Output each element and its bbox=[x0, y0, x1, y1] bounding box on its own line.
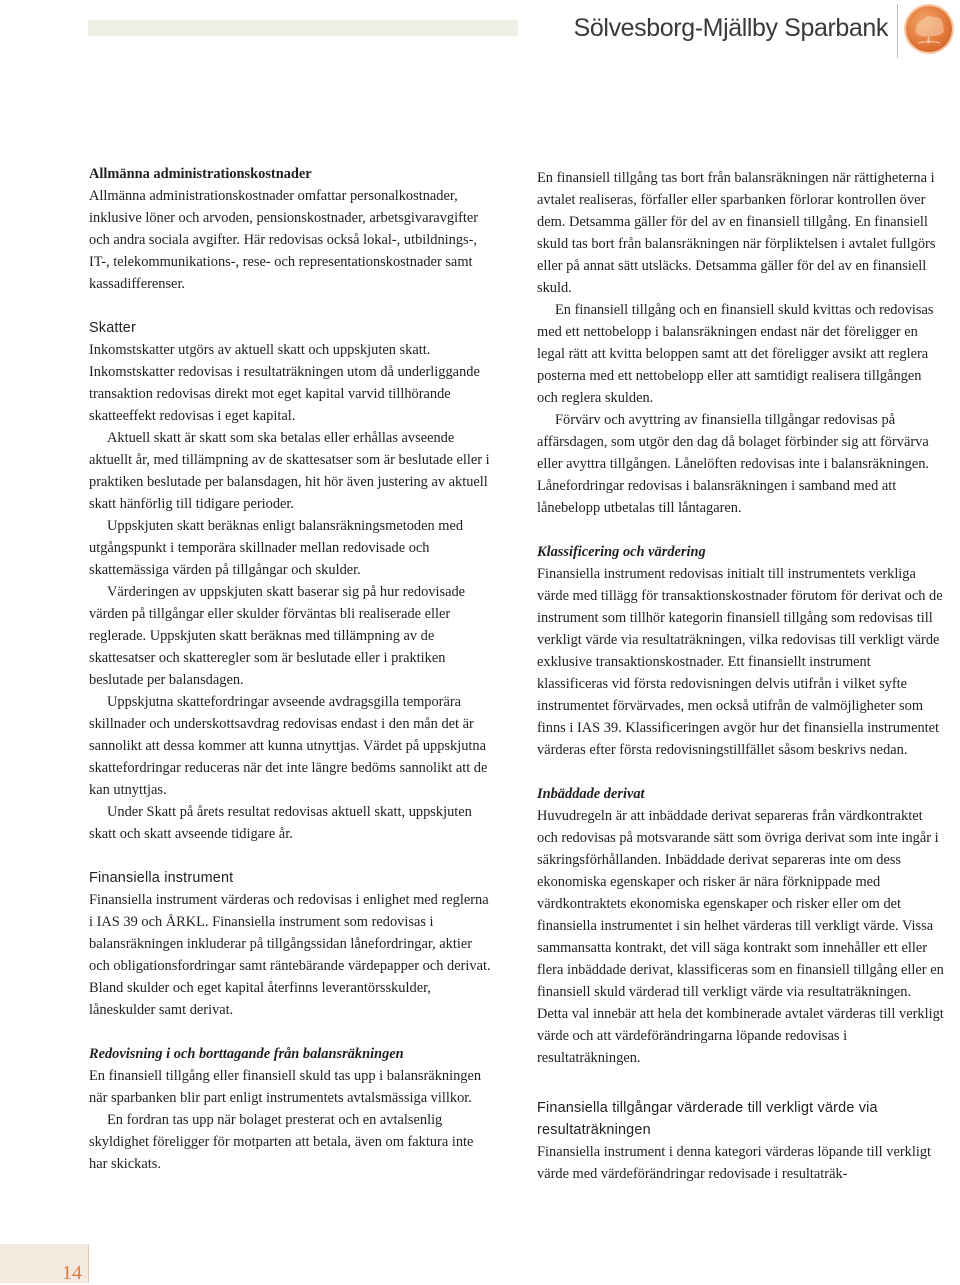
brand-divider bbox=[897, 4, 898, 58]
redovisning-paragraph-2: En fordran tas upp när bolaget presterat och en avtalsenlig skyldighet föreligger för motparten att betala, även om faktura inte har skickats. bbox=[89, 1112, 474, 1172]
skatter-paragraph-3: Uppskjuten skatt beräknas enligt balansräkningsmetoden med utgångspunkt i temporära skillnader mellan redovisade och skattemässiga värden på tillgångar och skulder. bbox=[89, 518, 464, 578]
skatter-paragraph-1: Inkomstskatter utgörs av aktuell skatt och uppskjuten skatt. Inkomstskatter redovisas i resultaträkningen utom då underliggande transaktion redovisas direkt mot eget kapital varvid tillhörande skatteeffekt redovisas i eget kapital. bbox=[89, 342, 480, 424]
klassificering-paragraph: Finansiella instrument redovisas initialt till instrumentets verkliga värde med tillägg för transaktionskostnader förutom för derivat och de instrument som tillhör kategorin finansiell tillgång som redovisas till verkligt värde via resultaträkningen, vilka redovisas till verkligt värde exklusive transaktionskostnader. Ett finansiellt instrument klassificeras vid första redovisningen delvis utifrån i vilket syfte instrumentet förvärvades, men också utifrån de valmöjligheter som finns i IAS 39. Klassificeringen avgör hur det finansiella instrumentet värderas efter första redovisningstillfället såsom beskrivs nedan. bbox=[537, 566, 943, 758]
inbaddade-heading: Inbäddade derivat bbox=[537, 786, 645, 802]
header-rule bbox=[88, 20, 518, 36]
finansiella-paragraph: Finansiella instrument värderas och redovisas i enlighet med reglerna i IAS 39 och ÅRKL. Finansiella instrument som redovisas i balansräkningen inkluderar på tillgångssidan lånefordringar, aktier och obligationsfordringar samt räntebärande värdepapper och derivat. Bland skulder och eget kapital återfinns leverantörsskulder, låneskulder samt derivat. bbox=[89, 892, 491, 1018]
right-column bbox=[537, 167, 945, 1185]
finansiella-heading: Finansiella instrument bbox=[89, 870, 234, 886]
skatter-heading: Skatter bbox=[89, 320, 136, 336]
brand-header bbox=[573, 0, 960, 64]
tree-logo-icon bbox=[906, 6, 952, 52]
admin-paragraph: Allmänna administrationskostnader omfattar personalkostnader, inklusive löner och arvoden, pensionskostnader, arbetsgivaravgifter och andra sociala avgifter. Här redovisas också lokal-, utbildnings-, IT-, telekommunikations-, rese- och representationskostnader samt kassadifferenser. bbox=[89, 188, 479, 292]
fvp-paragraph: Finansiella instrument i denna kategori värderas löpande till verkligt värde med värdeförändringar redovisade i resultaträk- bbox=[537, 1144, 932, 1182]
redovisning-heading: Redovisning i och borttagande från balansräkningen bbox=[89, 1046, 404, 1062]
inbaddade-paragraph: Huvudregeln är att inbäddade derivat separeras från värdkontraktet och redovisas på motsvarande sätt som övriga derivat som inte ingår i säkringsförhållanden. Inbäddade derivat separeras inte om dess ekonomiska egenskaper och risker är nära förknippade med värdkontraktets ekonomiska egenskaper och risker eller om det finansiella instrumentet i sin helhet värderas till verkligt värde. Vissa sammansatta kontrakt, det vill säga kontrakt som innehåller ett eller flera inbäddade derivat, klassificeras som en finansiell tillgång eller en finansiell skuld värderad till verkligt värde via resultaträkningen. Detta val innebär att hela det kombinerade avtalet värderas till verkligt värde och att värdeförändringarna löpande redovisas i resultaträkningen. bbox=[537, 808, 944, 1066]
klassificering-heading: Klassificering och värdering bbox=[537, 544, 706, 560]
footer-rule bbox=[88, 1244, 89, 1283]
skatter-paragraph-2: Aktuell skatt är skatt som ska betalas eller erhållas avseende aktuellt år, med tillämpning av de skattesatser som är beslutade eller i praktiken beslutade per balansdagen, hit hör även justering av aktuell skatt hänförlig till tidigare perioder. bbox=[89, 430, 490, 512]
admin-heading: Allmänna administrationskostnader bbox=[89, 166, 312, 182]
fvp-heading: Finansiella tillgångar värderade till verkligt värde via resultaträkningen bbox=[537, 1100, 878, 1138]
skatter-paragraph-5: Uppskjutna skattefordringar avseende avdragsgilla temporära skillnader och underskottsavdrag redovisas endast i den mån det är sannolikt att dessa kommer att kunna utnyttjas. Värdet på uppskjutna skattefordringar reduceras när det inte längre bedöms sannolikt att de kan utnyttjas. bbox=[89, 694, 488, 798]
left-column bbox=[89, 163, 493, 1175]
right-paragraph-2: En finansiell tillgång och en finansiell skuld kvittas och redovisas med ett nettobelopp i balansräkningen endast när det föreligger en legal rätt att kvitta beloppen samt att det föreligger avsikt att reglera posterna med ett nettobelopp eller att samtidigt realisera tillgången och reglera skulden. bbox=[537, 302, 934, 406]
right-paragraph-1: En finansiell tillgång tas bort från balansräkningen när rättigheterna i avtalet realiseras, förfaller eller sparbanken förlorar kontrollen över dem. Detsamma gäller för del av en finansiell tillgång. En finansiell skuld tas bort från balansräkningen när förpliktelsen i avtalet fullgörs eller på annat sätt utsläcks. Detsamma gäller för del av en finansiell skuld. bbox=[537, 170, 936, 296]
skatter-paragraph-4: Värderingen av uppskjuten skatt baserar sig på hur redovisade värden på tillgångar eller skulder förväntas bli realiserade eller reglerade. Uppskjuten skatt beräknas med tillämpning av de skattesatser och skatteregler som är beslutade eller i praktiken beslutade per balansdagen. bbox=[89, 584, 466, 688]
redovisning-paragraph-1: En finansiell tillgång eller finansiell skuld tas upp i balansräkningen när sparbanken blir part enligt instrumentets avtalsmässiga villkor. bbox=[89, 1068, 482, 1106]
right-paragraph-3: Förvärv och avyttring av finansiella tillgångar redovisas på affärsdagen, som utgör den dag då bolaget förbinder sig att förvärva eller avyttra tillgången. Lånelöften redovisas inte i balansräkningen. Lånefordringar redovisas i balansräkningen i samband med att lånebelopp utbetalas till låntagaren. bbox=[537, 412, 930, 516]
skatter-paragraph-6: Under Skatt på årets resultat redovisas aktuell skatt, uppskjuten skatt och skatt avseende tidigare år. bbox=[89, 804, 472, 842]
brand-name: Sölvesborg-Mjällby Sparbank bbox=[573, 14, 888, 42]
page-number: 14 bbox=[62, 1262, 82, 1284]
